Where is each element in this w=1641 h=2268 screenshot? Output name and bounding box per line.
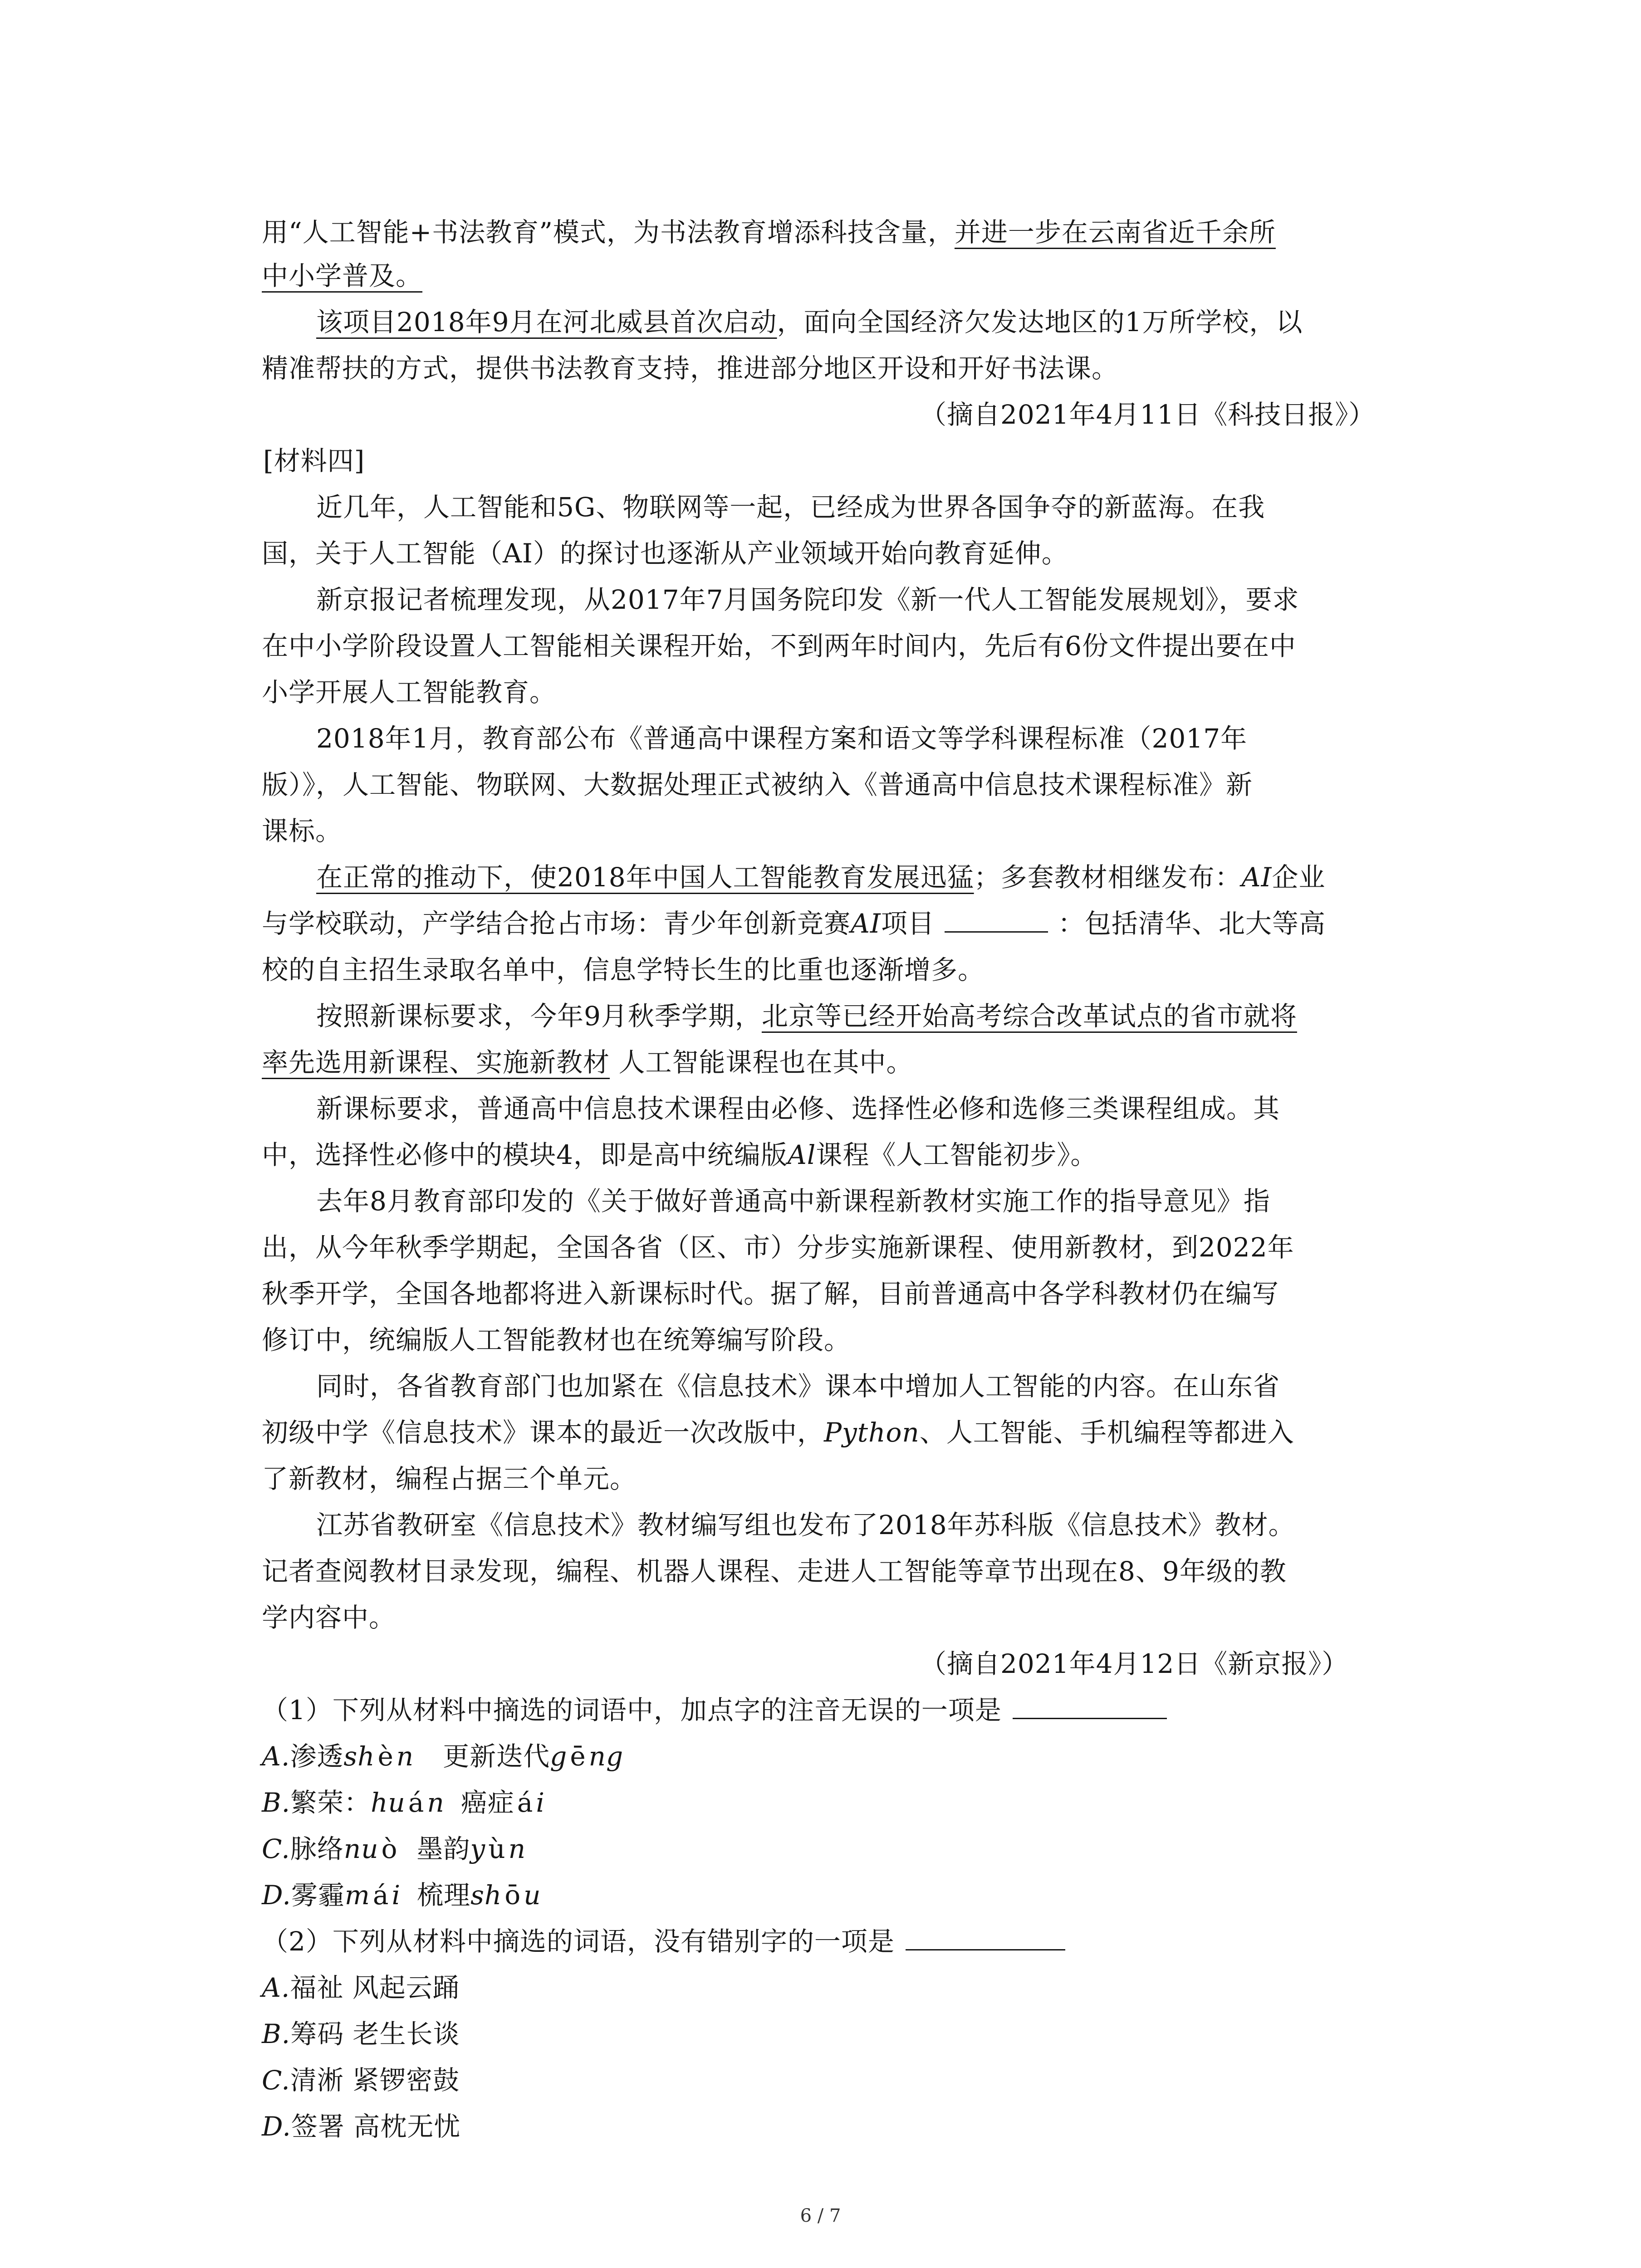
answer-blank[interactable] xyxy=(1013,1691,1167,1719)
source-citation xyxy=(920,1645,1348,1683)
pinyin-text: ng xyxy=(588,1741,624,1772)
option-letter: D. xyxy=(262,2111,291,2142)
pinyin-tone: á xyxy=(372,1880,389,1911)
pinyin-tone: á xyxy=(517,1787,534,1818)
underlined-text: 该项目2018年9月在河北威县首次启动 xyxy=(316,307,777,337)
paragraph-line xyxy=(316,719,1247,758)
paragraph-line xyxy=(262,951,985,989)
answer-option[interactable] xyxy=(262,2015,460,2053)
paragraph-line xyxy=(316,858,1325,896)
option-word: 繁荣： xyxy=(290,1787,371,1818)
text-span: （2）下列从材料中摘选的词语，没有错别字的一项是 xyxy=(262,1926,895,1957)
paragraph-line xyxy=(262,766,1253,804)
text-span: 版）》，人工智能、物联网、大数据处理正式被纳入《普通高中信息技术课程标准》新 xyxy=(262,769,1253,800)
underlined-text: 北京等已经开始高考综合改革试点的省市就将 xyxy=(761,1001,1297,1031)
text-span: 精准帮扶的方式，提供书法教育支持，推进部分地区开设和开好书法课。 xyxy=(262,353,1119,384)
text-span: 课程《人工智能初步》。 xyxy=(816,1139,1097,1170)
text-span: ；多套教材相继发布： xyxy=(974,862,1242,893)
paragraph-line xyxy=(262,1552,1287,1590)
answer-option[interactable] xyxy=(262,2107,460,2146)
option-word: 渗透 xyxy=(290,1741,344,1772)
text-span: 用“人工智能+书法教育”模式，为书法教育增添科技含量， xyxy=(262,217,955,248)
paragraph-line xyxy=(262,349,1118,387)
underlined-text: 率先选用新课程、实施新教材 xyxy=(262,1047,610,1078)
pinyin-text: i xyxy=(392,1880,401,1911)
answer-option[interactable] xyxy=(262,1737,623,1775)
pinyin-tone: ò xyxy=(381,1833,398,1864)
pinyin-text: m xyxy=(344,1880,370,1911)
option-letter: A. xyxy=(262,1741,290,1772)
option-word: 雾霾 xyxy=(291,1880,345,1911)
text-span: 新课标要求，普通高中信息技术课程由必修、选择性必修和选修三类课程组成。其 xyxy=(316,1093,1280,1124)
text-span: 记者查阅教材目录发现，编程、机器人课程、走进人工智能等章节出现在8、9年级的教 xyxy=(262,1556,1287,1587)
italic-text: AI xyxy=(851,908,881,939)
option-word: 癌症 xyxy=(460,1787,514,1818)
text-span: 、人工智能、手机编程等都进入 xyxy=(919,1417,1294,1448)
answer-blank[interactable] xyxy=(945,905,1048,933)
text-span: 小学开展人工智能教育。 xyxy=(262,677,557,708)
text-span: 在中小学阶段设置人工智能相关课程开始，不到两年时间内，先后有6份文件提出要在中 xyxy=(262,631,1296,661)
answer-option[interactable] xyxy=(262,2061,460,2099)
text-span: 按照新课标要求，今年9月秋季学期， xyxy=(316,1001,762,1031)
option-text: 清淅 紧锣密鼓 xyxy=(290,2065,460,2096)
underlined-text: 并进一步在云南省近千余所 xyxy=(954,217,1276,248)
pinyin-tone: è xyxy=(377,1741,394,1772)
pinyin-text: y xyxy=(470,1833,486,1864)
text-span: 近几年，人工智能和5G、物联网等一起，已经成为世界各国争夺的新蓝海。在我 xyxy=(316,492,1265,523)
italic-text: AI xyxy=(1241,862,1272,893)
text-span: 与学校联动，产学结合抢占市场：青少年创新竞赛 xyxy=(262,908,851,939)
pinyin-tone: ō xyxy=(505,1880,521,1911)
underlined-text: 在正常的推动下，使2018年中国人工智能教育发展迅猛 xyxy=(316,862,974,893)
paragraph-line xyxy=(316,1182,1270,1220)
pinyin-text: sh xyxy=(470,1880,502,1911)
text-span: 出，从今年秋季学期起，全国各省（区、市）分步实施新课程、使用新教材，到2022年 xyxy=(262,1232,1294,1263)
answer-blank[interactable] xyxy=(906,1923,1065,1950)
text-span: 新京报记者梳理发现，从2017年7月国务院印发《新一代人工智能发展规划》，要求 xyxy=(316,584,1299,615)
pinyin-tone: á xyxy=(408,1787,425,1818)
text-span: 修订中，统编版人工智能教材也在统筹编写阶段。 xyxy=(262,1325,851,1355)
paragraph-line xyxy=(262,1043,913,1081)
italic-text: Python xyxy=(824,1417,920,1448)
paragraph-line xyxy=(262,1228,1294,1266)
pinyin-text: n xyxy=(396,1741,414,1772)
paragraph-line xyxy=(262,904,1326,943)
option-letter: C. xyxy=(262,1833,290,1864)
paragraph-line xyxy=(262,673,556,711)
pinyin-text: hu xyxy=(371,1787,406,1818)
pinyin-text: n xyxy=(508,1833,526,1864)
text-span: 初级中学《信息技术》课本的最近一次改版中， xyxy=(262,1417,824,1448)
pinyin-text: nu xyxy=(343,1833,379,1864)
option-letter: C. xyxy=(262,2065,290,2096)
paragraph-line xyxy=(262,534,1068,572)
text-span: 秋季开学，全国各地都将进入新课标时代。据了解，目前普通高中各学科教材仍在编写 xyxy=(262,1278,1279,1309)
paragraph-line xyxy=(262,1321,851,1359)
text-span: 国，关于人工智能（AI）的探讨也逐渐从产业领域开始向教育延伸。 xyxy=(262,538,1068,569)
paragraph-line xyxy=(262,213,1276,251)
paragraph-line xyxy=(262,627,1296,665)
paragraph-line xyxy=(262,1460,637,1498)
pinyin-text: g xyxy=(550,1741,568,1772)
pinyin-text: u xyxy=(524,1880,541,1911)
paragraph-line xyxy=(262,812,342,850)
text-span: 课标。 xyxy=(262,816,343,846)
text-span: 中，选择性必修中的模块4，即是高中统编版 xyxy=(262,1139,788,1170)
paragraph-line xyxy=(316,1367,1280,1405)
option-word: 梳理 xyxy=(417,1880,471,1911)
paragraph-line xyxy=(262,257,422,295)
option-text: 筹码 老生长谈 xyxy=(290,2019,460,2049)
text-span: 学内容中。 xyxy=(262,1602,396,1633)
option-letter: D. xyxy=(262,1880,291,1911)
text-span: 人工智能课程也在其中。 xyxy=(610,1047,913,1078)
paragraph-line xyxy=(262,1598,396,1637)
pinyin-tone: ù xyxy=(488,1833,506,1864)
paragraph-line xyxy=(316,1506,1295,1544)
text-span: 同时，各省教育部门也加紧在《信息技术》课本中增加人工智能的内容。在山东省 xyxy=(316,1371,1280,1402)
answer-option[interactable] xyxy=(262,1969,460,2007)
question-stem xyxy=(262,1922,1065,1960)
source-citation xyxy=(920,396,1375,434)
answer-option[interactable] xyxy=(262,1830,526,1868)
text-span: （摘自2021年4月11日《科技日报》） xyxy=(920,399,1376,430)
pinyin-text: sh xyxy=(343,1741,375,1772)
underlined-text: 中小学普及。 xyxy=(262,260,423,291)
text-span: 项目 xyxy=(881,908,935,939)
paragraph-line xyxy=(316,488,1265,526)
option-word: 墨韵 xyxy=(416,1833,470,1864)
option-letter: B. xyxy=(262,1787,291,1818)
question-stem xyxy=(262,1691,1167,1729)
text-span: 2018年1月，教育部公布《普通高中课程方案和语文等学科课程标准（2017年 xyxy=(316,723,1248,754)
option-letter: A. xyxy=(262,1972,290,2003)
section-heading xyxy=(263,442,365,480)
text-span: 去年8月教育部印发的《关于做好普通高中新课程新教材实施工作的指导意见》指 xyxy=(316,1186,1270,1217)
answer-option[interactable] xyxy=(262,1784,545,1822)
option-text: 签署 高枕无忧 xyxy=(291,2111,461,2142)
option-word: 脉络 xyxy=(290,1833,344,1864)
page-number: 6 / 7 xyxy=(800,2205,841,2226)
paragraph-line xyxy=(316,303,1303,341)
pinyin-text: n xyxy=(427,1787,445,1818)
italic-text: Al xyxy=(787,1139,816,1170)
option-text: 福祉 风起云踊 xyxy=(290,1972,460,2003)
text-span: ：包括清华、北大等高 xyxy=(1058,908,1326,939)
pinyin-tone: ē xyxy=(570,1741,586,1772)
paragraph-line xyxy=(262,1275,1279,1313)
text-span: [材料四] xyxy=(263,445,365,476)
paragraph-line xyxy=(316,997,1297,1035)
text-span: 江苏省教研室《信息技术》教材编写组也发布了2018年苏科版《信息技术》教材。 xyxy=(316,1510,1295,1540)
text-span: 了新教材，编程占据三个单元。 xyxy=(262,1463,637,1494)
option-word: 更新迭代 xyxy=(443,1741,550,1772)
text-span: （1）下列从材料中摘选的词语中，加点字的注音无误的一项是 xyxy=(262,1695,1002,1725)
paragraph-line xyxy=(262,1413,1294,1452)
text-span: 企业 xyxy=(1272,862,1326,893)
option-letter: B. xyxy=(262,2019,291,2049)
text-span: 校的自主招生录取名单中，信息学特长生的比重也逐渐增多。 xyxy=(262,954,985,985)
pinyin-text: i xyxy=(536,1787,545,1818)
paragraph-line xyxy=(262,1136,1097,1174)
paragraph-line xyxy=(316,581,1299,619)
text-span: ，面向全国经济欠发达地区的1万所学校，以 xyxy=(777,307,1303,337)
answer-option[interactable] xyxy=(262,1876,541,1914)
text-span: （摘自2021年4月12日《新京报》） xyxy=(920,1648,1349,1679)
paragraph-line xyxy=(316,1090,1280,1128)
